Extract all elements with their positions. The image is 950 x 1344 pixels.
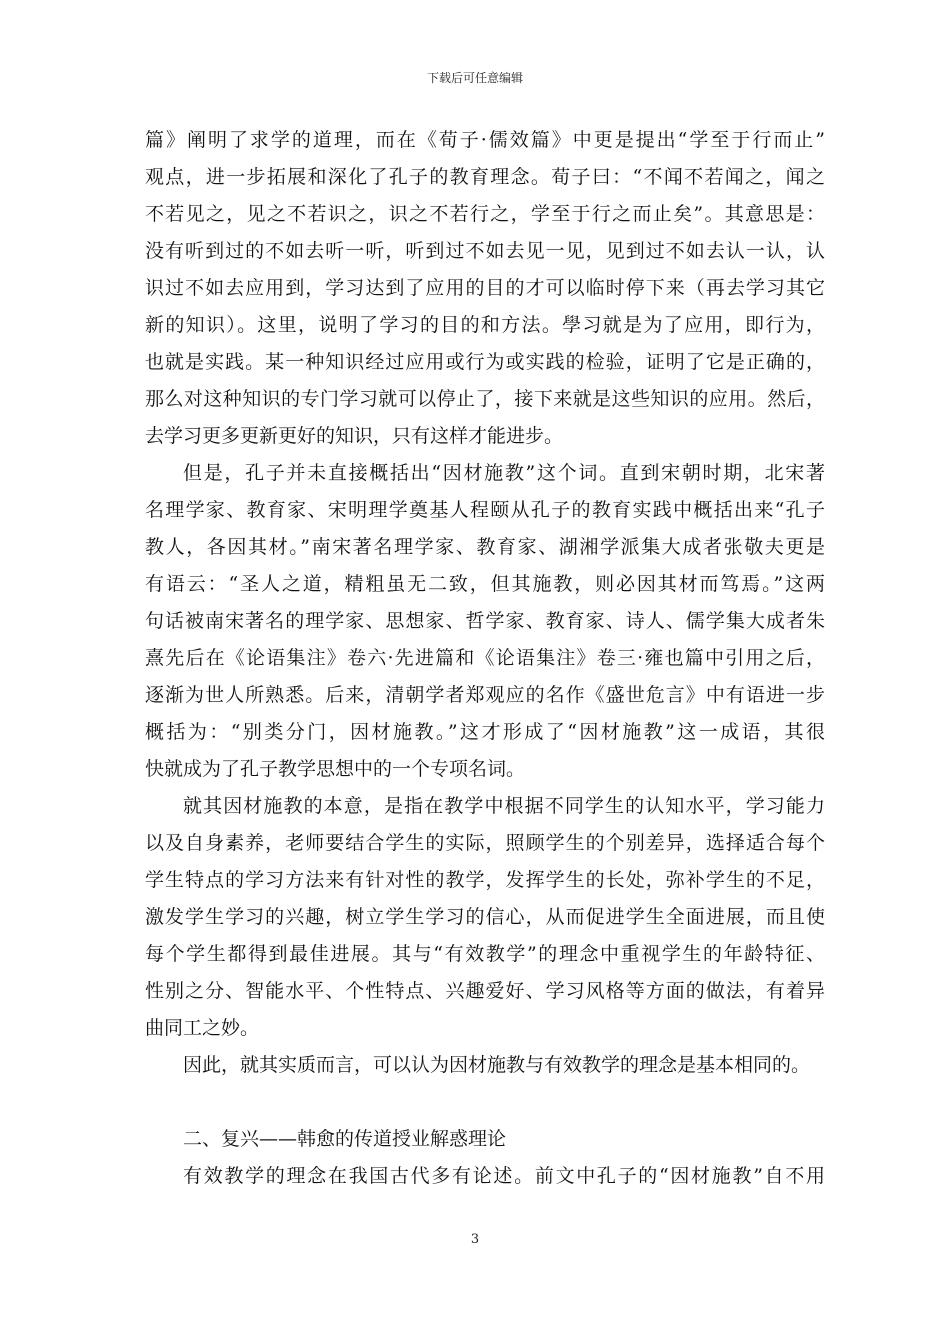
text-line: 有效教学的理念在我国古代多有论述。前文中孔子的“因材施教”自不用 [183, 1165, 825, 1187]
blank-line [145, 1084, 825, 1121]
text-line: 去学习更多更新更好的知识，只有这样才能进步。 [145, 425, 564, 447]
text-line: 也就是实践。某一种知识经过应用或行为或实践的检验，证明了它是正确的， [145, 351, 825, 373]
text-line: 不若见之，见之不若识之，识之不若行之，学至于行之而止矣”。其意思是： [145, 203, 825, 225]
text-line: 逐渐为世人所熟悉。后来，清朝学者郑观应的名作《盛世危言》中有语进一步 [145, 684, 825, 706]
document-body [145, 122, 825, 1195]
page-number: 3 [470, 1232, 480, 1247]
text-line: 识过不如去应用到，学习达到了应用的目的才可以临时停下来（再去学习其它 [145, 277, 825, 299]
text-line: 有语云：“圣人之道，精粗虽无二致，但其施教，则必因其材而笃焉。”这两 [145, 573, 825, 595]
text-line: 但是，孔子并未直接概括出“因材施教”这个词。直到宋朝时期，北宋著 [183, 462, 825, 484]
text-line: 学生特点的学习方法来有针对性的教学，发挥学生的长处，弥补学生的不足， [145, 869, 825, 891]
text-line: 熹先后在《论语集注》卷六·先进篇和《论语集注》卷三·雍也篇中引用之后， [145, 647, 825, 669]
paragraph-4 [145, 1047, 825, 1084]
paragraph-1 [145, 122, 825, 455]
text-line: 没有听到过的不如去听一听，听到过不如去见一见，见到过不如去认一认，认 [145, 240, 825, 262]
page-header-note: 下载后可任意编辑 [426, 71, 523, 85]
text-line: 那么对这种知识的专门学习就可以停止了，接下来就是这些知识的应用。然后， [145, 388, 825, 410]
text-line: 快就成为了孔子教学思想中的一个专项名词。 [145, 758, 526, 780]
text-line: 因此，就其实质而言，可以认为因材施教与有效教学的理念是基本相同的。 [183, 1054, 811, 1076]
text-line: 篇》阐明了求学的道理，而在《荀子·儒效篇》中更是提出“学至于行而止” [145, 129, 825, 151]
text-line: 曲同工之妙。 [145, 1017, 260, 1039]
section-heading: 二、复兴——韩愈的传道授业解惑理论 [183, 1128, 507, 1150]
text-line: 性别之分、智能水平、个性特点、兴趣爱好、学习风格等方面的做法，有着异 [145, 980, 825, 1002]
paragraph-2 [145, 455, 825, 788]
text-line: 就其因材施教的本意，是指在教学中根据不同学生的认知水平，学习能力 [183, 795, 825, 817]
text-line: 教人，各因其材。”南宋著名理学家、教育家、湖湘学派集大成者张敬夫更是 [145, 536, 825, 558]
text-line: 概括为：“别类分门，因材施教。”这才形成了“因材施教”这一成语，其很 [145, 721, 825, 743]
paragraph-3 [145, 788, 825, 1047]
text-line: 句话被南宋著名的理学家、思想家、哲学家、教育家、诗人、儒学集大成者朱 [145, 610, 825, 632]
text-line: 名理学家、教育家、宋明理学奠基人程颐从孔子的教育实践中概括出来“孔子 [145, 499, 825, 521]
text-line: 观点，进一步拓展和深化了孔子的教育理念。荀子曰：“不闻不若闻之，闻之 [145, 166, 825, 188]
text-line: 每个学生都得到最佳进展。其与“有效教学”的理念中重视学生的年龄特征、 [145, 943, 825, 965]
text-line: 激发学生学习的兴趣，树立学生学习的信心，从而促进学生全面进展，而且使 [145, 906, 825, 928]
text-line: 以及自身素养，老师要结合学生的实际，照顾学生的个别差异，选择适合每个 [145, 832, 825, 854]
text-line: 新的知识）。这里，说明了学习的目的和方法。學习就是为了应用，即行为， [145, 314, 825, 336]
